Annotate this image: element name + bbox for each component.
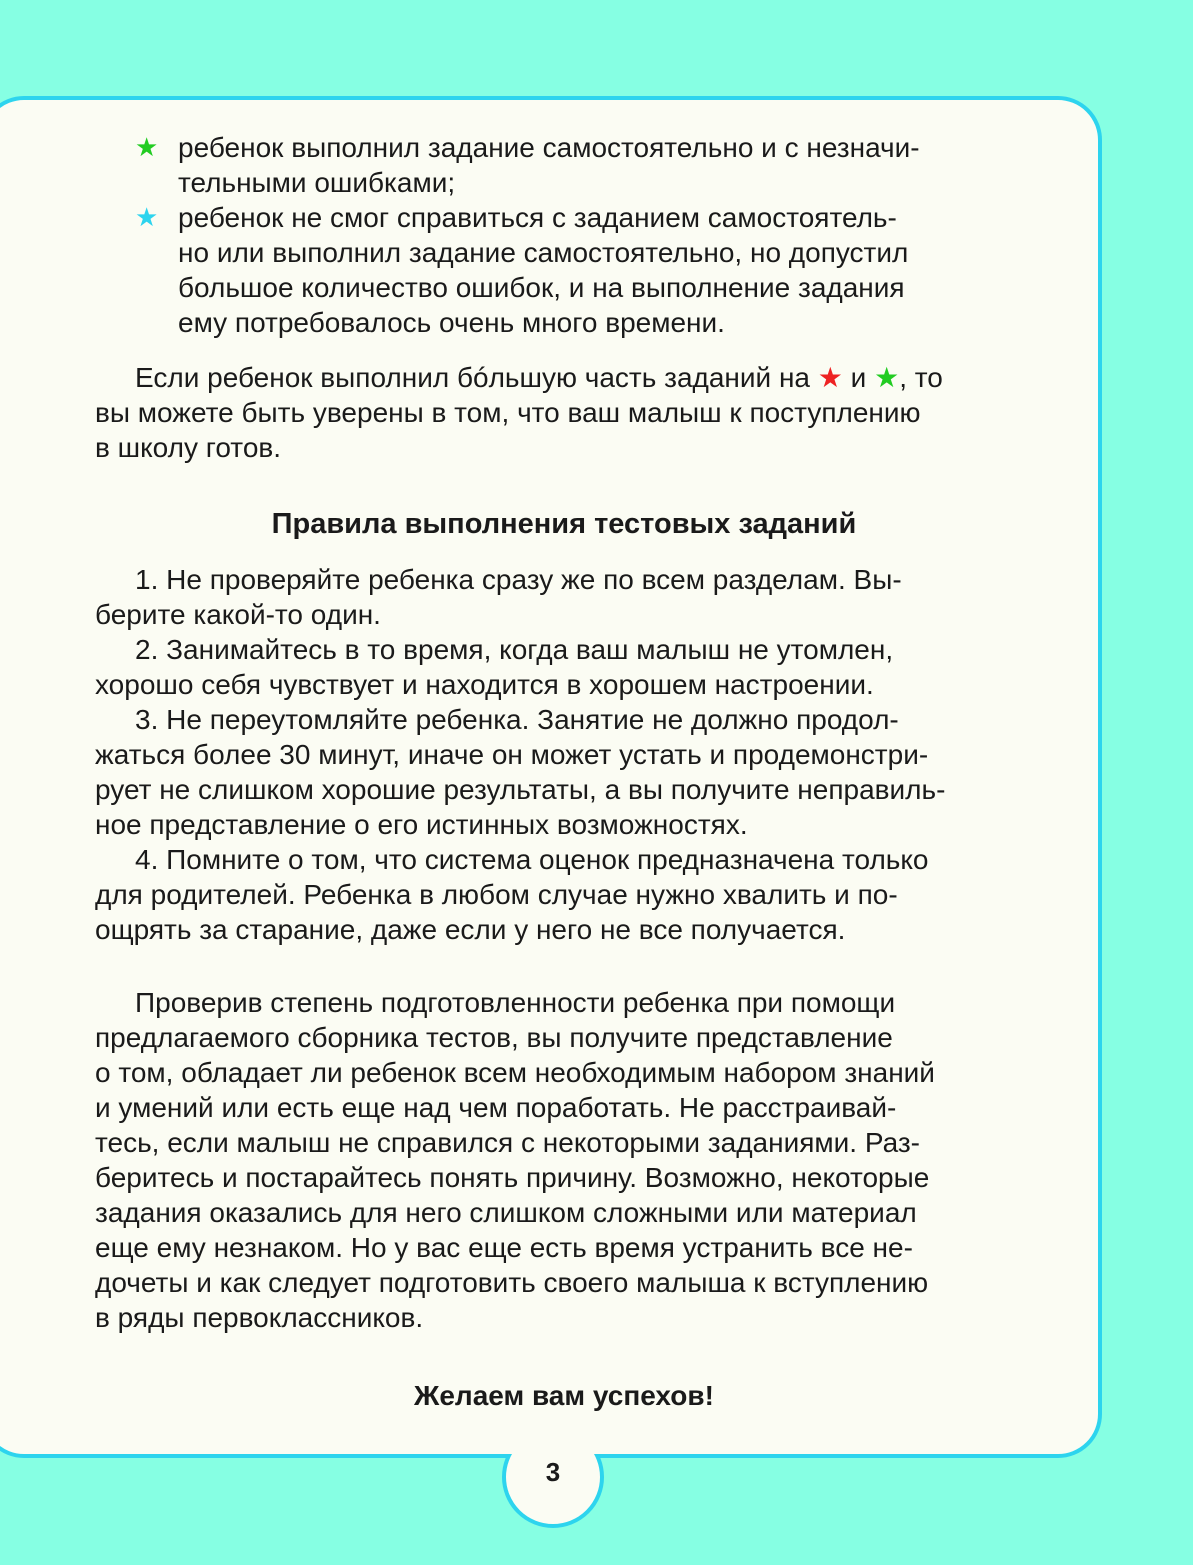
intro-text: Если ребенок выполнил бóльшую часть заданий на bbox=[135, 362, 818, 393]
rule-item bbox=[95, 842, 1033, 947]
bullet-item bbox=[95, 130, 1033, 200]
closing-line: о том, обладает ли ребенок всем необходимым набором знаний bbox=[95, 1057, 935, 1088]
intro-text: и bbox=[842, 362, 875, 393]
cyan-star-icon: ★ bbox=[135, 202, 159, 232]
intro-text: , то bbox=[899, 362, 943, 393]
section-heading: Правила выполнения тестовых заданий bbox=[271, 508, 857, 540]
closing-line: и умений или есть еще над чем поработать. Не расстраивай- bbox=[95, 1092, 897, 1123]
rule-item bbox=[95, 562, 1033, 632]
intro-line bbox=[95, 360, 1033, 395]
bullet-line: ребенок выполнил задание самостоятельно и с незначи- bbox=[178, 132, 920, 163]
rule-line: для родителей. Ребенка в любом случае нужно хвалить и по- bbox=[95, 879, 898, 910]
closing-line: еще ему незнаком. Но у вас еще есть время устранить все не- bbox=[95, 1232, 913, 1263]
rule-line: 3. Не переутомляйте ребенка. Занятие не должно продол- bbox=[135, 704, 899, 735]
bullet-item bbox=[95, 200, 1033, 340]
rule-line: 1. Не проверяйте ребенка сразу же по всем разделам. Вы- bbox=[135, 564, 902, 595]
green-star-icon: ★ bbox=[135, 132, 159, 162]
rule-line: 4. Помните о том, что система оценок предназначена только bbox=[135, 844, 929, 875]
page-content bbox=[95, 130, 1033, 1413]
rule-item bbox=[95, 632, 1033, 702]
bullet-line: ему потребовалось очень много времени. bbox=[178, 307, 725, 338]
rule-line: хорошо себя чувствует и находится в хорошем настроении. bbox=[95, 669, 874, 700]
rule-line: 2. Занимайтесь в то время, когда ваш малыш не утомлен, bbox=[135, 634, 894, 665]
red-star-icon: ★ bbox=[817, 362, 843, 393]
intro-paragraph bbox=[95, 360, 1033, 395]
closing-line: тесь, если малыш не справился с некоторыми заданиями. Раз- bbox=[95, 1127, 920, 1158]
rule-line: берите какой-то один. bbox=[95, 599, 381, 630]
rule-line: ное представление о его истинных возможностях. bbox=[95, 809, 748, 840]
closing-line: Проверив степень подготовленности ребенка при помощи bbox=[135, 987, 896, 1018]
closing-line: предлагаемого сборника тестов, вы получите представление bbox=[95, 1022, 893, 1053]
rule-item bbox=[95, 702, 1033, 842]
rule-line: ощрять за старание, даже если у него не все получается. bbox=[95, 914, 846, 945]
rule-line: жаться более 30 минут, иначе он может устать и продемонстри- bbox=[95, 739, 929, 770]
closing-wish: Желаем вам успехов! bbox=[414, 1380, 714, 1411]
page-number: 3 bbox=[545, 1457, 561, 1487]
intro-line: в школу готов. bbox=[95, 432, 282, 463]
closing-line: задания оказались для него слишком сложными или материал bbox=[95, 1197, 917, 1228]
bullet-line: тельными ошибками; bbox=[178, 167, 456, 198]
intro-line: вы можете быть уверены в том, что ваш малыш к поступлению bbox=[95, 397, 921, 428]
closing-line: беритесь и постарайтесь понять причину. Возможно, некоторые bbox=[95, 1162, 930, 1193]
closing-paragraph bbox=[95, 985, 1033, 1335]
green-star-icon: ★ bbox=[874, 362, 900, 393]
closing-line: дочеты и как следует подготовить своего малыша к вступлению bbox=[95, 1267, 929, 1298]
bullet-line: большое количество ошибок, и на выполнение задания bbox=[178, 272, 905, 303]
bullet-line: но или выполнил задание самостоятельно, но допустил bbox=[178, 237, 909, 268]
bullet-line: ребенок не смог справиться с заданием самостоятель- bbox=[178, 202, 897, 233]
rule-line: рует не слишком хорошие результаты, а вы получите неправиль- bbox=[95, 774, 946, 805]
closing-line: в ряды первоклассников. bbox=[95, 1302, 424, 1333]
